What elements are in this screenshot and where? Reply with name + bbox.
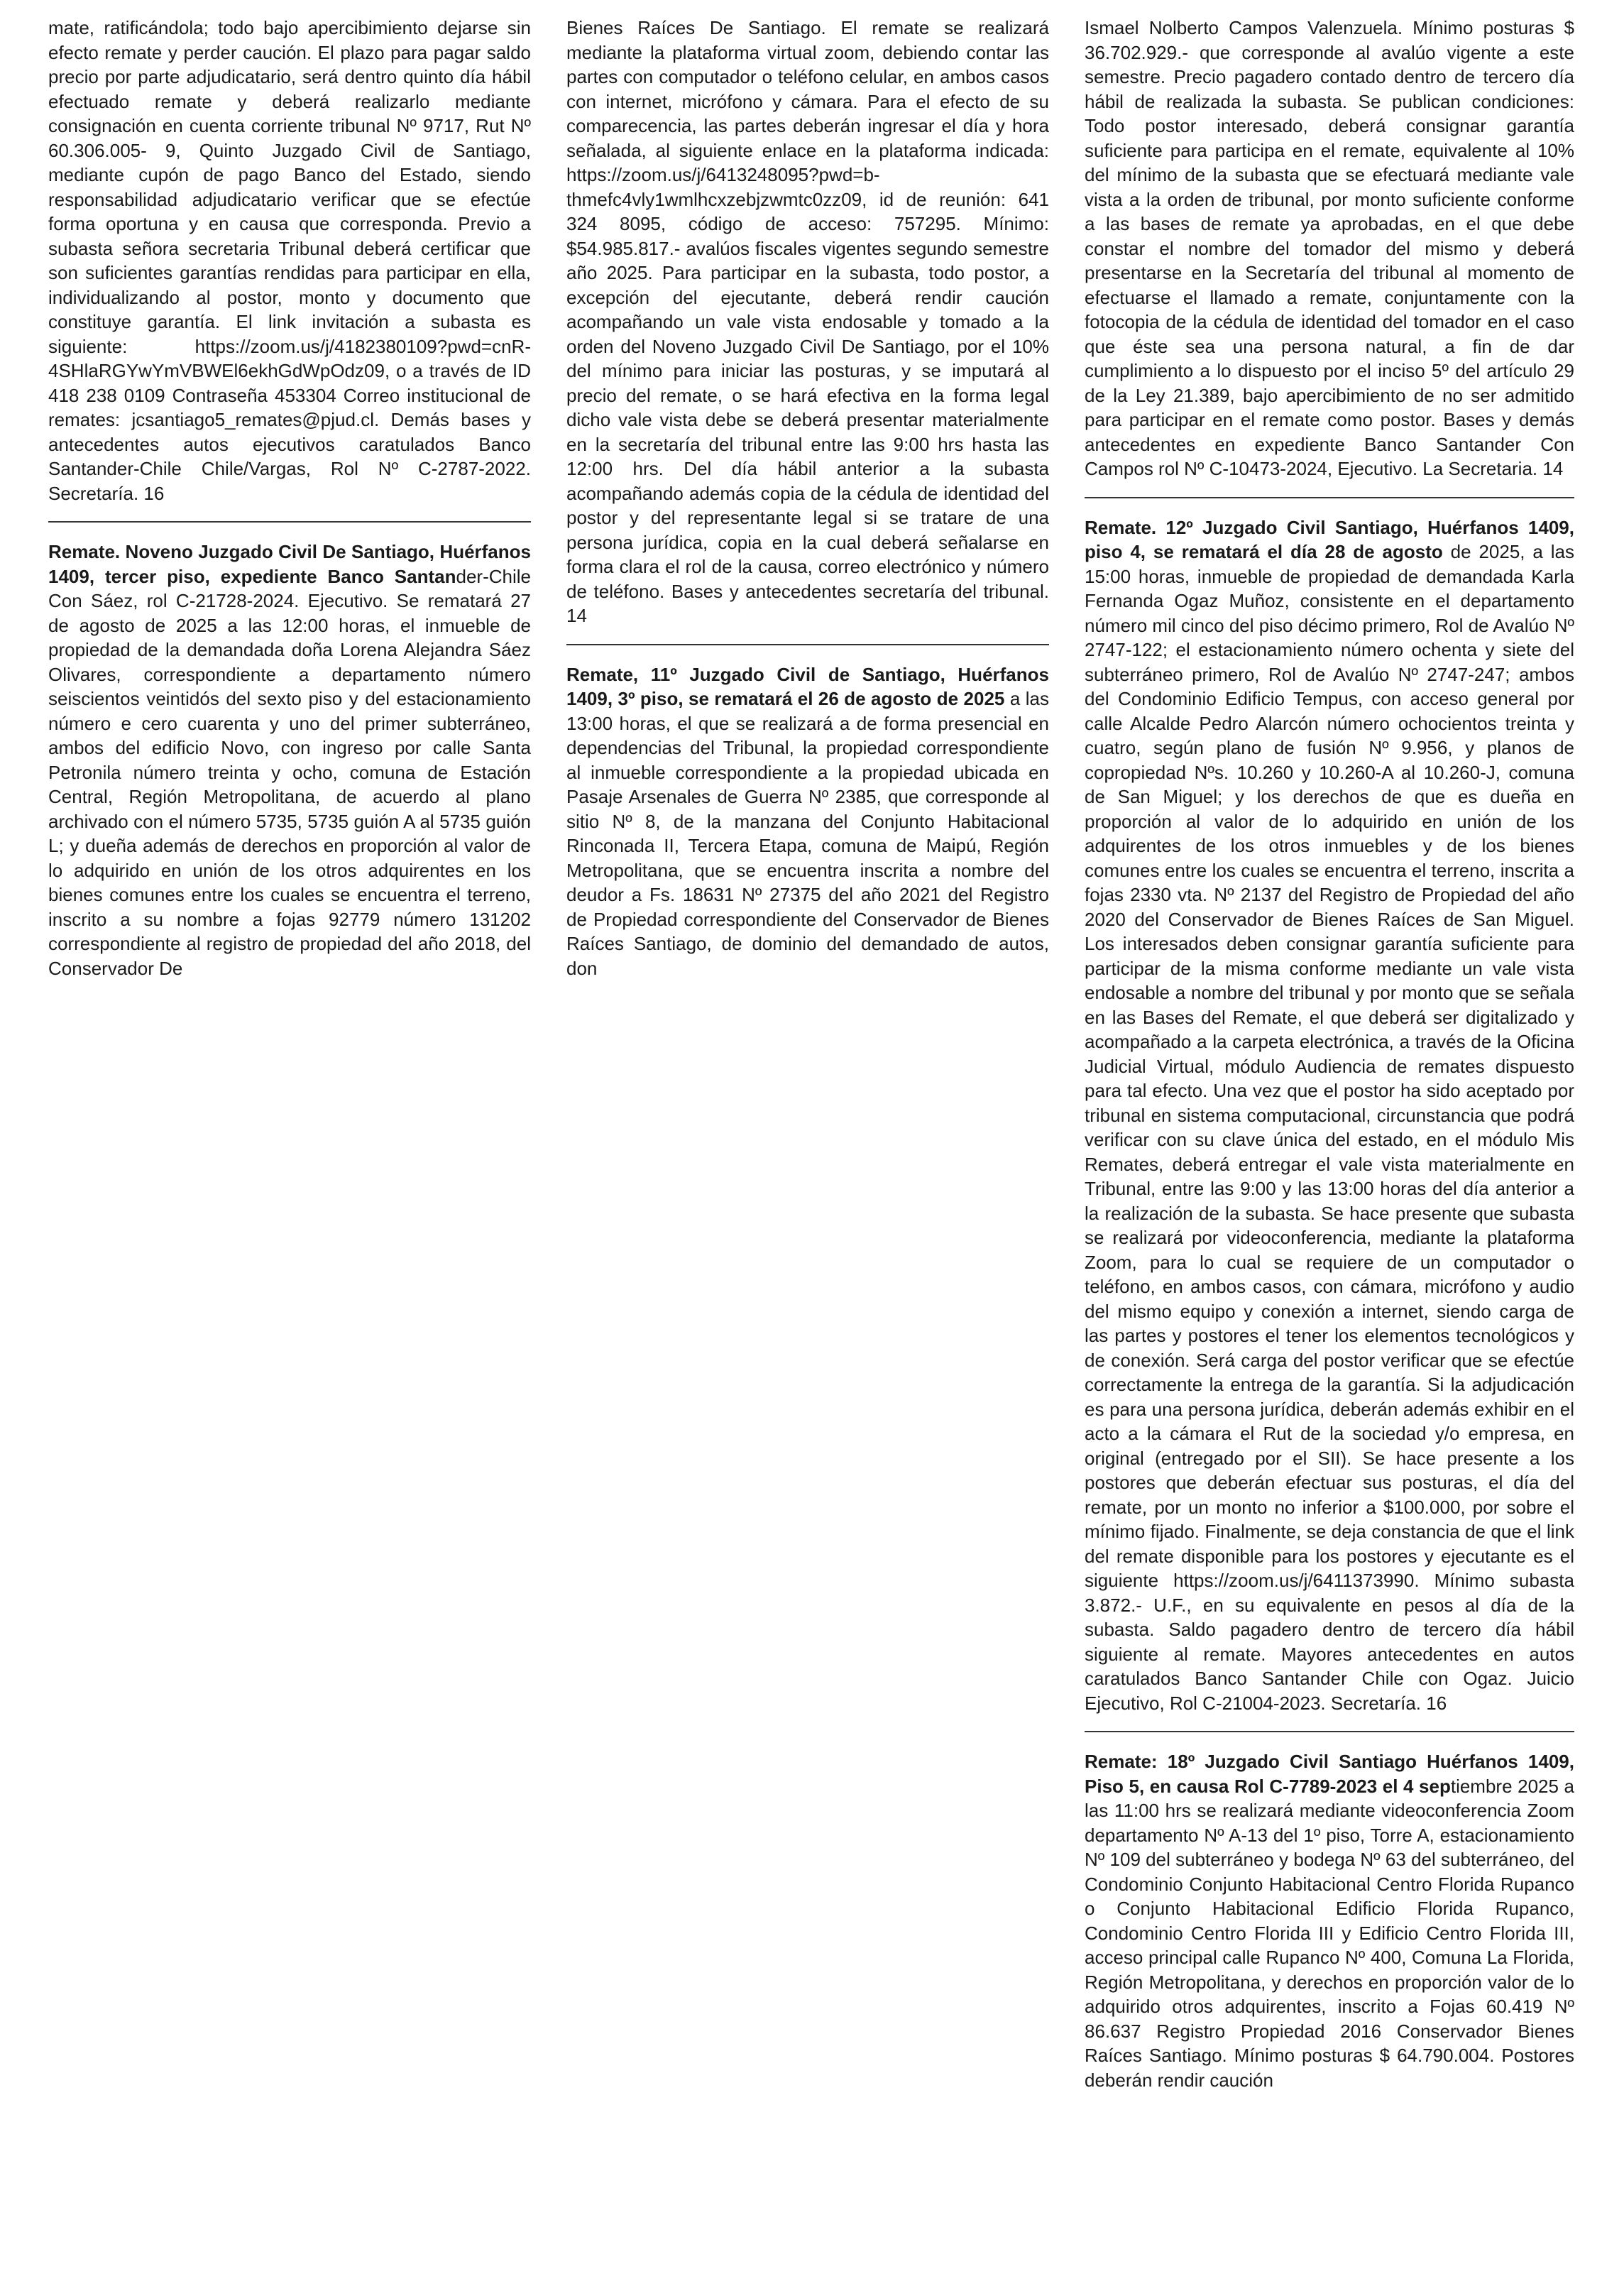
notice-lead: Remate: 18º Juzgado Civil Santiago Huérfanos 1409, Piso 5, en causa Rol C-7789-2023 el 4 sep [1085, 1751, 1574, 1797]
notice-remate-noveno-juzgado [48, 540, 531, 980]
notice-separator [48, 521, 531, 523]
column-3 [1085, 16, 1574, 2092]
notice-lead: Remate. Noveno Juzgado Civil De Santiago, Huérfanos 1409, tercer piso, expediente Banco Santan [48, 541, 531, 587]
notice-body: Ismael Nolberto Campos Valenzuela. Mínimo posturas $ 36.702.929.- que corresponde al avalúo vigente a este semestre. Precio pagadero contado dentro de tercero día hábil de realizada la subasta. Se publican condiciones: Todo postor interesado, deberá consignar garantía suficiente para participa en el remate, equivalente al 10% del mínimo de la subasta que se efectuará mediante vale vista a la orden de tribunal, por monto suficiente conforme a las bases de remate ya aprobadas, en el que debe constar el nombre del tomador del mismo y deberá presentarse en la Secretaría del tribunal al momento de efectuarse el llamado a remate, conjuntamente con la fotocopia de la cédula de identidad del tomador en el caso que éste sea una persona natural, a fin de dar cumplimiento a lo dispuesto por el inciso 5º del artículo 29 de la Ley 21.389, bajo apercibimiento de no ser admitido para participar en el remate como postor. Bases y demás antecedentes en expediente Banco Santander Con Campos rol Nº C-10473-2024, Ejecutivo. La Secretaria. 14 [1085, 17, 1574, 479]
notice-body: a las 13:00 horas, el que se realizará a de forma presencial en dependencias del Tribunal, la propiedad correspondiente al inmueble correspondiente a la propiedad ubicada en Pasaje Arsenales de Guerra Nº 2385, que corresponde al sitio Nº 8, de la manzana del Conjunto Habitacional Rinconada II, Tercera Etapa, comuna de Maipú, Región Metropolitana, que se encuentra inscrita a nombre del deudor a Fs. 18631 Nº 27375 del año 2021 del Registro de Propiedad correspondiente del Conservador de Bienes Raíces Santiago, de dominio del demandado de autos, don [566, 688, 1049, 979]
notice-lead: Remate, 11º Juzgado Civil de Santiago, Huérfanos 1409, 3º piso, se rematará el 26 de agosto de 2025 [566, 663, 1049, 709]
notice-remate-18-juzgado [1085, 1749, 1574, 2092]
column-2 [566, 16, 1049, 980]
notice-separator [1085, 1731, 1574, 1732]
notice-body: der-Chile Con Sáez, rol C-21728-2024. Ejecutivo. Se rematará 27 de agosto de 2025 a las 12:00 horas, el inmueble de propiedad de la demandada doña Lorena Alejandra Sáez Olivares, correspondiente a departamento número seiscientos veintidós del sexto piso y del estacionamiento número e cero cuarenta y uno del primer subterráneo, ambos del edificio Novo, con ingreso por calle Santa Petronila número treinta y ocho, comuna de Estación Central, Región Metropolitana, de acuerdo al plano archivado con el número 5735, 5735 guión A al 5735 guión L; y dueña además de derechos en proporción al valor de lo adquirido en unión de los otros adquirentes en los bienes comunes entre los cuales se encuentra el terreno, inscrito a su nombre a fojas 92779 número 131202 correspondiente al registro de propiedad del año 2018, del Conservador De [48, 565, 531, 979]
notice-remate-11-juzgado [566, 662, 1049, 981]
notice-body: mate, ratificándola; todo bajo apercibimiento dejarse sin efecto remate y perder caución. El plazo para pagar saldo precio por parte adjudicatario, será dentro quinto día hábil efectuado remate y deberá realizarlo mediante consignación en cuenta corriente tribunal Nº 9717, Rut Nº 60.306.005- 9, Quinto Juzgado Civil de Santiago, mediante cupón de pago Banco del Estado, siendo responsabilidad adjudicatario verificar que se efectúe forma oportuna y en causa que corresponda. Previo a subasta señora secretaria Tribunal deberá certificar que son suficientes garantías rendidas para participar en ella, individualizando al postor, monto y documento que constituye garantía. El link invitación a subasta es siguiente: https://zoom.us/j/4182380109?pwd=cnR-4SHlaRGYwYmVBWEl6ekhGdWpOdz09, o a través de ID 418 238 0109 Contraseña 453304 Correo institucional de remates: jcsantiago5_remates@pjud.cl. Demás bases y antecedentes autos ejecutivos caratulados Banco Santander-Chile Chile/Vargas, Rol Nº C-2787-2022. Secretaría. 16 [48, 17, 531, 504]
notice-continuation [1085, 16, 1574, 481]
notice-body: tiembre 2025 a las 11:00 hrs se realizará mediante videoconferencia Zoom departamento Nº A-13 del 1º piso, Torre A, estacionamiento Nº 109 del subterráneo y bodega Nº 63 del subterráneo, del Condominio Conjunto Habitacional Centro Florida Rupanco o Conjunto Habitacional Edificio Florida Rupanco, Condominio Centro Florida III y Edificio Centro Florida III, acceso principal calle Rupanco Nº 400, Comuna La Florida, Región Metropolitana, y derechos en proporción valor de lo adquirido otros adquirentes, inscrito a Fojas 60.419 Nº 86.637 Registro Propiedad 2016 Conservador Bienes Raíces Santiago. Mínimo posturas $ 64.790.004. Postores deberán rendir caución [1085, 1775, 1574, 2091]
notice-remate-12-juzgado [1085, 515, 1574, 1716]
notice-continuation [48, 16, 531, 505]
notice-body: Bienes Raíces De Santiago. El remate se realizará mediante la plataforma virtual zoom, debiendo contar las partes con computador o teléfono celular, en ambos casos con internet, micrófono y cámara. Para el efecto de su comparecencia, las partes deberán ingresar el día y hora señalada, al siguiente enlace en la plataforma indicada: https://zoom.us/j/6413248095?pwd=b-thmefc4vly1wmlhcxzebjzwmtc0zz09, id de reunión: 641 324 8095, código de acceso: 757295. Mínimo: $54.985.817.- avalúos fiscales vigentes segundo semestre año 2025. Para participar en la subasta, todo postor, a excepción del ejecutante, deberá rendir caución acompañando un vale vista endosable y tomado a la orden del Noveno Juzgado Civil De Santiago, por el 10% del mínimo para iniciar las posturas, y se imputará al precio del remate, o se hará efectiva en la forma legal dicho vale vista debe se deberá presentar materialmente en la secretaría del tribunal entre las 9:00 hrs hasta las 12:00 hrs. Del día hábil anterior a la subasta acompañando además copia de la cédula de identidad del postor y del representante legal si se tratare de una persona jurídica, copia en la cual deberá señalarse en forma clara el rol de la causa, correo electrónico y número de teléfono. Bases y antecedentes secretaría del tribunal. 14 [566, 17, 1049, 626]
notice-lead: Remate. 12º Juzgado Civil Santiago, Huérfanos 1409, piso 4, se rematará el día 28 de agosto [1085, 516, 1574, 562]
notice-body: de 2025, a las 15:00 horas, inmueble de propiedad de demandada Karla Fernanda Ogaz Muñoz, consistente en el departamento número mil cinco del piso décimo primero, Rol de Avalúo Nº 2747-122; el estacionamiento número ochenta y siete del subterráneo primero, Rol de Avalúo Nº 2747-247; ambos del Condominio Edificio Tempus, con acceso general por calle Alcalde Pedro Alarcón número ochocientos treinta y cuatro, según plano de fusión Nº 9.956, y planos de copropiedad Nºs. 10.260 y 10.260-A al 10.260-J, comuna de San Miguel; y los derechos de que es dueña en proporción al valor de lo adquirido en unión de los adquirentes de los otros inmuebles y de los bienes comunes entre los cuales se encuentra el terreno, inscrita a fojas 2330 vta. Nº 2137 del Registro de Propiedad del año 2020 del Conservador de Bienes Raíces de San Miguel. Los interesados deben consignar garantía suficiente para participar de la misma conforme mediante un vale vista endosable a nombre del tribunal y por monto que se señala en las Bases del Remate, el que deberá ser digitalizado y acompañado a la carpeta electrónica, a través de la Oficina Judicial Virtual, módulo Audiencia de remates dispuesto para tal efecto. Una vez que el postor ha sido aceptado por tribunal en sistema computacional, circunstancia que podrá verificar con su clave única del estado, en el módulo Mis Remates, deberá entregar el vale vista materialmente en Tribunal, entre las 9:00 y las 13:00 horas del día anterior a la realización de la subasta. Se hace presente que subasta se realizará por videoconferencia, mediante la plataforma Zoom, para lo cual se requiere de un computador o teléfono, en ambos casos, con cámara, micrófono y audio del mismo equipo y conexión a internet, siendo carga de las partes y postores el tener los elementos tecnológicos y de conexión. Será carga del postor verificar que se efectúe correctamente la entrega de la garantía. Si la adjudicación es para una persona jurídica, deberán además exhibir en el acto a la cámara el Rut de la sociedad y/o empresa, en original (entregado por el SII). Se hace presente a los postores que deberán efectuar sus posturas, el día del remate, por un monto no inferior a $100.000, por sobre el mínimo fijado. Finalmente, se deja constancia de que el link del remate disponible para los postores y ejecutante es el siguiente https://zoom.us/j/6411373990. Mínimo subasta 3.872.- U.F., en su equivalente en pesos al día de la subasta. Saldo pagadero dentro de tercero día hábil siguiente al remate. Mayores antecedentes en autos caratulados Banco Santander Chile con Ogaz. Juicio Ejecutivo, Rol C-21004-2023. Secretaría. 16 [1085, 541, 1574, 1714]
notice-separator [566, 644, 1049, 645]
notice-continuation [566, 16, 1049, 628]
notice-separator [1085, 497, 1574, 498]
column-1 [48, 16, 531, 980]
